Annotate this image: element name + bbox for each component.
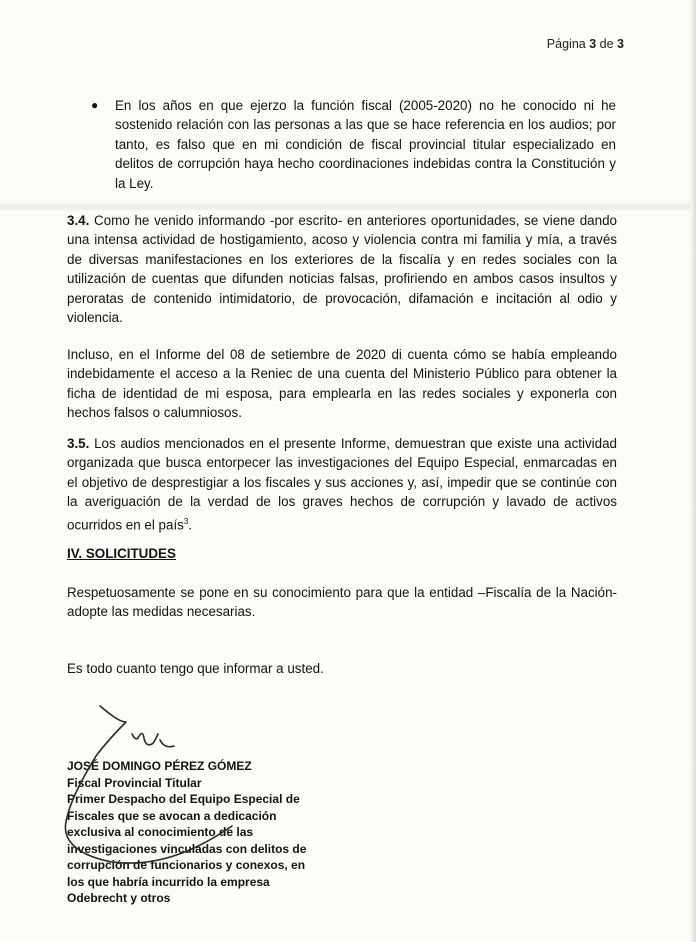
closing-line: Es todo cuanto tengo que informar a usted.: [67, 661, 324, 676]
bullet-dot-icon: ●: [91, 98, 99, 112]
office-line: Primer Despacho del Equipo Especial de: [67, 792, 300, 806]
section-3-5-number: 3.5.: [67, 436, 90, 451]
office-line: exclusiva al conocimiento de las: [67, 825, 254, 839]
section-3-5-text: Los audios mencionados en el presente Informe, demuestran que existe una actividad organizada que busca entorpecer las investigaciones del Equipo Especial, enmarcadas en el objetivo de desprestigiar a los fiscales y sus acciones y, así, impedir que se continúe con la averiguación de la verdad de los graves hechos de corrupción y lavado de activos ocurridos en el país: [67, 436, 617, 533]
office-line: Odebrecht y otros: [67, 891, 171, 905]
office-line: corrupción de funcionarios y conexos, en: [67, 858, 306, 872]
section-3-4-number: 3.4.: [67, 213, 90, 228]
scan-edge-shadow: [690, 0, 696, 942]
bullet-text: En los años en que ejerzo la función fiscal (2005-2020) no he conocido ni he sostenido relación con las personas a las que se hace referencia en los audios; por tanto, es falso que en mi condición de fiscal provincial titular especializado en delitos de corrupción haya hecho coordinaciones indebidas contra la Constitución y la Ley.: [115, 98, 616, 191]
office-line: investigaciones vinculadas con delitos de: [67, 841, 307, 856]
section-iv-text: Respetuosamente se pone en su conocimiento para que la entidad –Fiscalía de la Nación- adopte las medidas necesarias.: [67, 585, 617, 620]
signer-title: Fiscal Provincial Titular: [67, 775, 202, 790]
footnote-ref: 3: [183, 516, 189, 526]
signature-hook-stroke: [65, 706, 232, 863]
paragraph-incluso: Incluso, en el Informe del 08 de setiembre de 2020 di cuenta cómo se había empleando indebidamente el acceso a la Reniec de una cuenta del Ministerio Público para obtener la ficha de identidad de mi esposa, para emplearla en las redes sociales y exponerla con hechos falsos o calumniosos.: [67, 347, 617, 421]
section-iv-heading: IV. SOLICITUDES: [67, 546, 176, 561]
signature-initial-stroke: [132, 734, 174, 747]
page-number: Página 3 de 3: [546, 37, 624, 51]
office-line: los que habría incurrido la empresa: [67, 874, 270, 889]
signer-name: JOSÉ DOMINGO PÉREZ GÓMEZ: [67, 759, 252, 773]
section-3-4-text: Como he venido informando -por escrito- en anteriores oportunidades, se viene dando una intensa actividad de hostigamiento, acoso y violencia contra mi familia y mía, a través de diversas manifestaciones en los exteriores de la fiscalía y en redes sociales con la utilización de cuentas que difunden noticias falsas, profiriendo en ambos casos insultos y peroratas de contenido intimidatorio, de provocación, difamación e incitación al odio y violencia.: [67, 213, 617, 326]
section-3-5: 3.5. Los audios mencionados en el presente Informe, demuestran que existe una actividad organizada que busca entorpecer las investigaciones del Equipo Especial, enmarcadas en el objetivo de desprestigiar a los fiscales y sus acciones y, así, impedir que se continúe con la averiguación de la verdad de los graves hechos de corrupción y lavado de activos ocurridos en el país$^3$.: [67, 436, 617, 533]
office-line: Fiscales que se avocan a dedicación: [67, 808, 277, 823]
